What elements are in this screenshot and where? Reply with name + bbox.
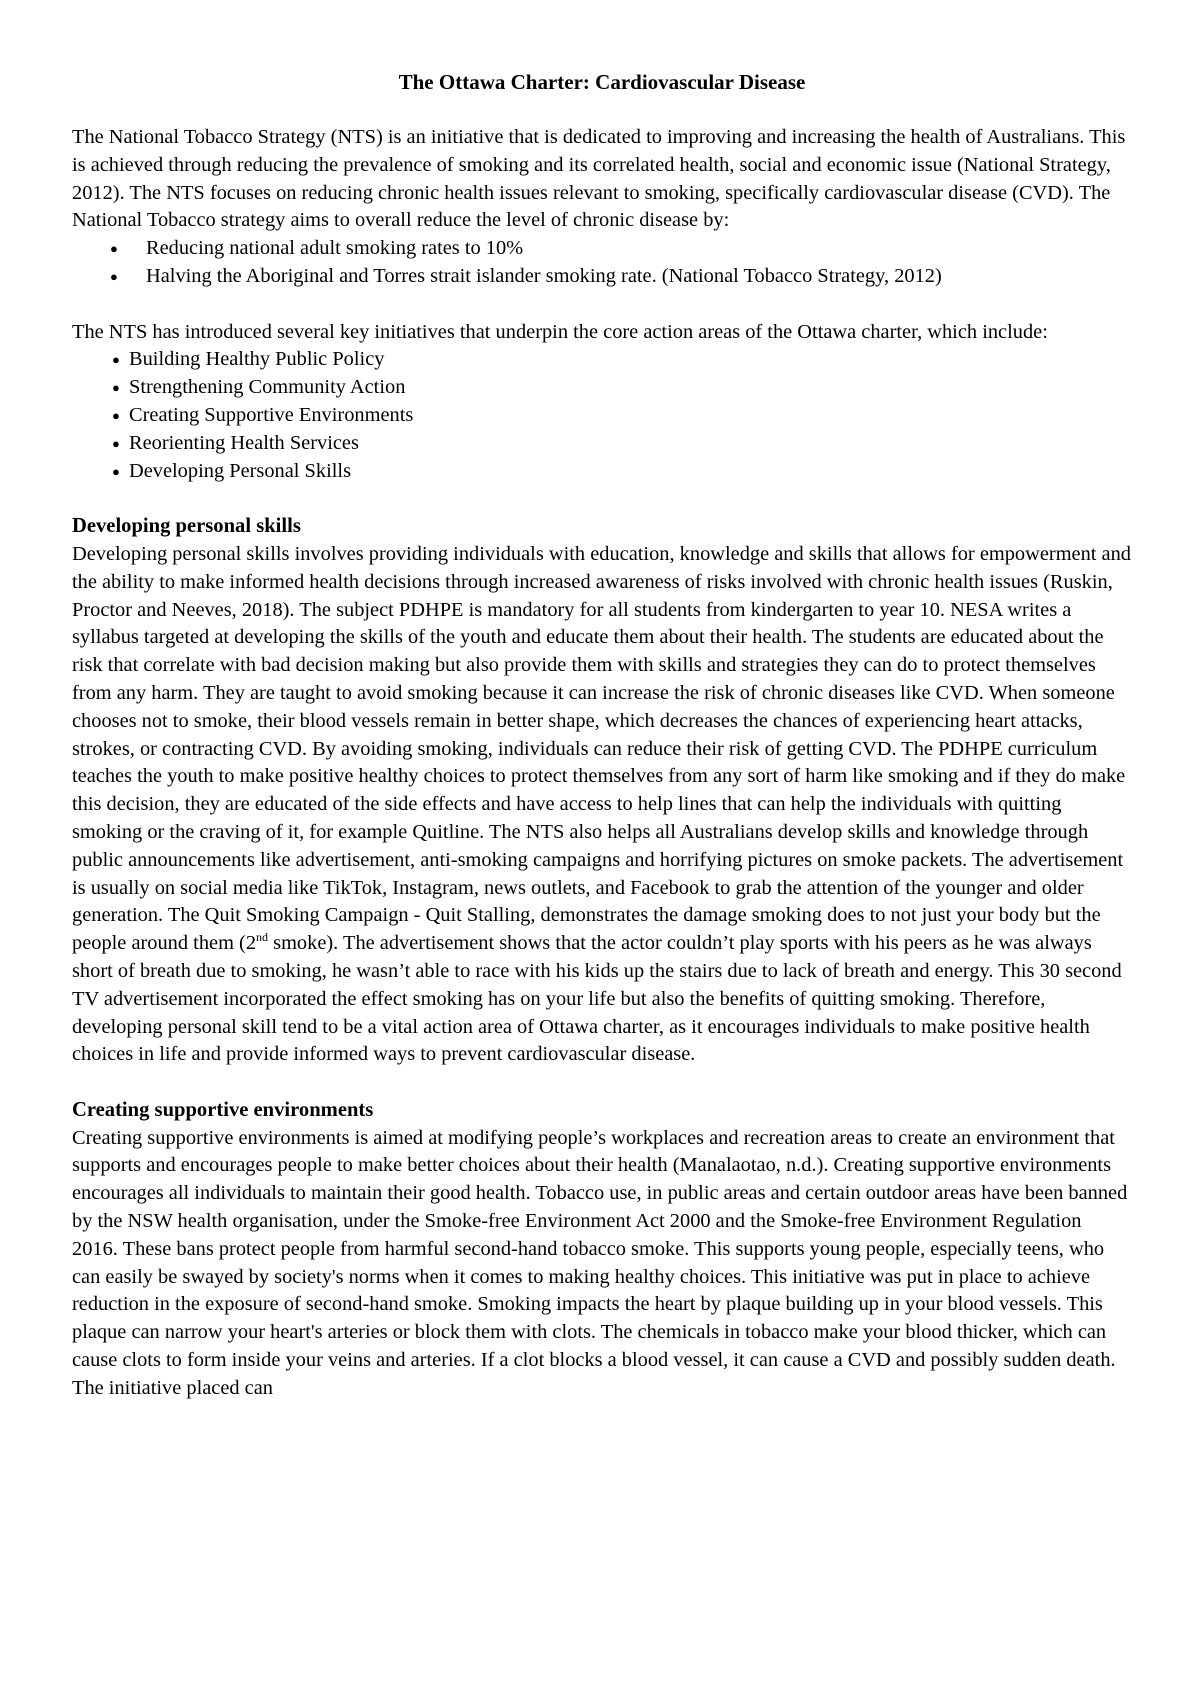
superscript: nd [256, 930, 269, 945]
list-item: ● Reducing national adult smoking rates to 10% [72, 235, 1132, 263]
personal-skills-paragraph [72, 541, 1132, 1069]
body-text: Developing personal skills involves providing individuals with education, knowledge and skills that allows for empowerment and the ability to make informed health decisions through increased awareness of risks involved with chronic health issues (Ruskin, Proctor and Neeves, 2018). The subject PDHPE is mandatory for all students from kindergarten to year 10. NESA writes a syllabus targeted at developing the skills of the youth and educate them about their health. The students are educated about the risk that correlate with bad decision making but also provide them with skills and strategies they can do to protect themselves from any harm. They are taught to avoid smoking because it can increase the risk of chronic diseases like CVD. When someone chooses not to smoke, their blood vessels remain in better shape, which decreases the chances of experiencing heart attacks, strokes, or contracting CVD. By avoiding smoking, individuals can reduce their risk of getting CVD. The PDHPE curriculum teaches the youth to make positive healthy choices to protect themselves from any sort of harm like smoking and if they do make this decision, they are educated of the side effects and have access to help lines that can help the individuals with quitting smoking or the craving of it, for example Quitline. The NTS also helps all Australians develop skills and knowledge through public announcements like advertisement, anti-smoking campaigns and horrifying pictures on smoke packets. The advertisement is usually on social media like TikTok, Instagram, news outlets, and Facebook to grab the attention of the younger and older generation. The Quit Smoking Campaign - Quit Stalling, demonstrates the damage smoking does to not just your body but the people around them (2 [72, 542, 1131, 955]
list-item: ● Halving the Aboriginal and Torres strait islander smoking rate. (National Tobacco Strategy, 2012) [72, 263, 1132, 291]
list-item: ● Creating Supportive Environments [72, 402, 1132, 430]
paragraph-gap [72, 291, 1132, 319]
section-heading-personal-skills: Developing personal skills [72, 515, 301, 538]
aims-list [72, 235, 1132, 291]
supportive-environments-paragraph: Creating supportive environments is aimed at modifying people’s workplaces and recreation areas to create an environment that supports and encourages people to make better choices about their health (Manalaotao, n.d.). Creating supportive environments encourages all individuals to maintain their good health. Tobacco use, in public areas and certain outdoor areas have been banned by the NSW health organisation, under the Smoke-free Environment Act 2000 and the Smoke-free Environment Regulation 2016. These bans protect people from harmful second-hand tobacco smoke. This supports young people, especially teens, who can easily be swayed by society's norms when it comes to making healthy choices. This initiative was put in place to achieve reduction in the exposure of second-hand smoke. Smoking impacts the heart by plaque building up in your blood vessels. This plaque can narrow your heart's arteries or block them with clots. The chemicals in tobacco make your blood thicker, which can cause clots to form inside your veins and arteries. If a clot blocks a blood vessel, it can cause a CVD and possibly sudden death. The initiative placed can [72, 1126, 1128, 1399]
section-heading-supportive-environments: Creating supportive environments [72, 1098, 374, 1121]
list-item: ● Developing Personal Skills [72, 458, 1132, 486]
initiatives-intro-paragraph: The NTS has introduced several key initiatives that underpin the core action areas of the Ottawa charter, which include: [72, 320, 1048, 343]
paragraph-gap [72, 1069, 1132, 1097]
intro-paragraph: The National Tobacco Strategy (NTS) is an initiative that is dedicated to improving and increasing the health of Australians. This is achieved through reducing the prevalence of smoking and its correlated health, social and economic issue (National Strategy, 2012). The NTS focuses on reducing chronic health issues relevant to smoking, specifically cardiovascular disease (CVD). The National Tobacco strategy aims to overall reduce the level of chronic disease by: [72, 126, 1126, 232]
action-areas-list [72, 346, 1132, 485]
list-item: ● Building Healthy Public Policy [72, 346, 1132, 374]
list-item: ● Strengthening Community Action [72, 374, 1132, 402]
paragraph-gap [72, 485, 1132, 513]
list-item: ● Reorienting Health Services [72, 430, 1132, 458]
body-text: smoke). The advertisement shows that the actor couldn’t play sports with his peers as he was always short of breath due to smoking, he wasn’t able to race with his kids up the stairs due to lack of breath and energy. This 30 second TV advertisement incorporated the effect smoking has on your life but also the benefits of quitting smoking. Therefore, developing personal skill tend to be a vital action area of Ottawa charter, as it encourages individuals to make positive health choices in life and provide informed ways to prevent cardiovascular disease. [72, 932, 1122, 1066]
document-title: The Ottawa Charter: Cardiovascular Disease [398, 70, 806, 94]
